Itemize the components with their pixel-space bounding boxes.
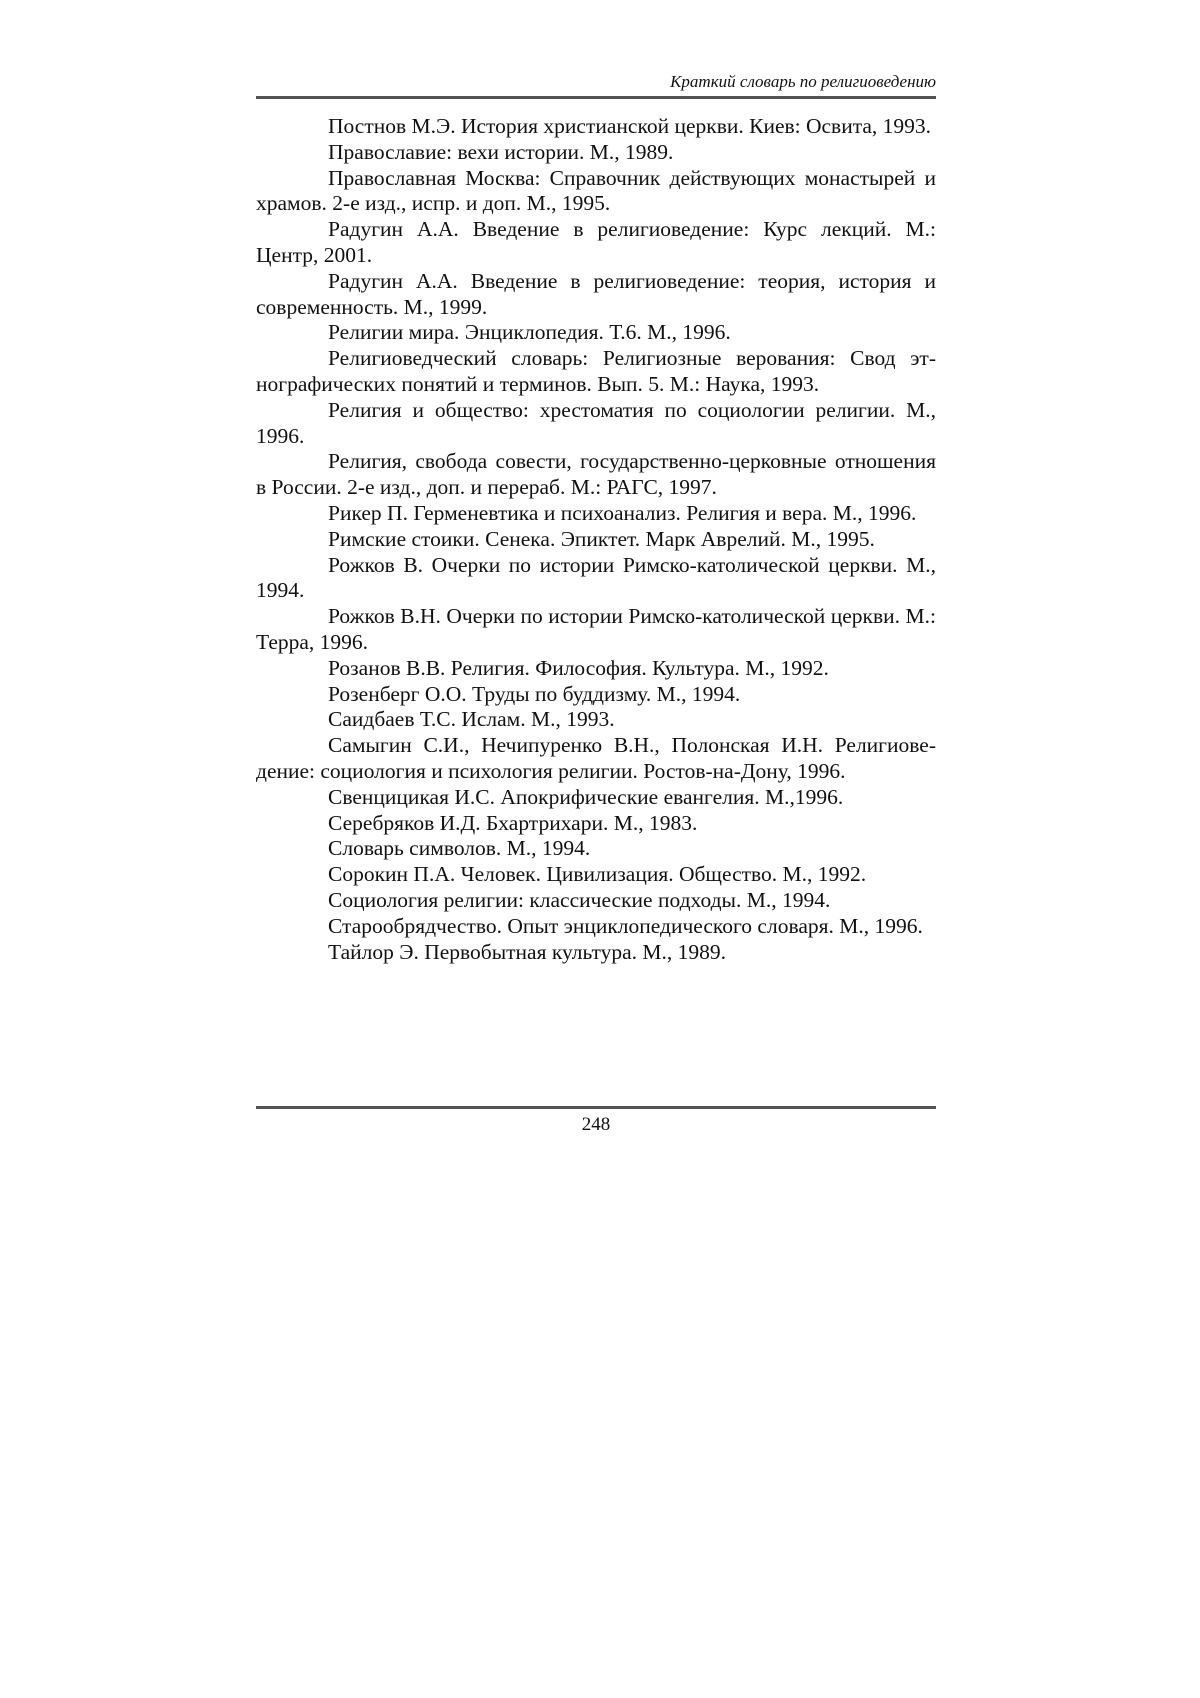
reference-entry: Свенцицикая И.С. Апокрифические евангелия. М.,1996. [328, 784, 844, 809]
reference-entry: Радугин А.А. Введение в религиоведение: теория, история и современность. М., 1999. [256, 268, 936, 319]
reference-entry: Словарь символов. М., 1994. [328, 836, 591, 861]
reference-entry: Сорокин П.А. Человек. Цивилизация. Общество. М., 1992. [328, 862, 867, 887]
reference-entry: Православие: вехи истории. М., 1989. [328, 139, 674, 164]
reference-entry: Постнов М.Э. История христианской церкви. Киев: Освита, 1993. [328, 114, 932, 138]
footer-rule [256, 1106, 936, 1109]
reference-list [256, 114, 936, 965]
reference-entry: Старообрядчество. Опыт энциклопедического словаря. М., 1996. [328, 913, 923, 938]
reference-entry: Религия, свобода совести, государственно-церковные отношения в России. 2-е изд., доп. и перераб. М.: РАГС, 1997. [256, 449, 936, 500]
reference-entry: Социология религии: классические подходы. М., 1994. [328, 887, 831, 912]
reference-entry: Розенберг О.О. Труды по буддизму. М., 1994. [328, 681, 741, 706]
reference-entry: Тайлор Э. Первобытная культура. М., 1989. [328, 939, 727, 964]
page-number: 248 [581, 1114, 611, 1135]
reference-entry: Рикер П. Герменевтика и психоанализ. Религия и вера. М., 1996. [328, 500, 917, 525]
reference-entry: Розанов В.В. Религия. Философия. Культура. М., 1992. [328, 655, 829, 680]
reference-entry: Рожков В.Н. Очерки по истории Римско-католической церкви. М.: Терра, 1996. [256, 604, 936, 654]
header-rule [256, 96, 936, 99]
reference-entry: Религиоведческий словарь: Религиозные верования: Свод этнографических понятий и терминов. Вып. 5. М.: Наука, 1993. [256, 346, 936, 396]
running-header: Краткий словарь по религиоведению [670, 72, 936, 91]
reference-entry: Самыгин С.И., Нечипуренко В.Н., Полонская И.Н. Религиоведение: социология и психология религии. Ростов-на-Дону, 1996. [256, 733, 936, 783]
reference-entry: Серебряков И.Д. Бхартрихари. М., 1983. [328, 810, 698, 835]
reference-entry: Саидбаев Т.С. Ислам. М., 1993. [328, 707, 615, 732]
reference-entry: Рожков В. Очерки по истории Римско-католической церкви. М., 1994. [256, 552, 936, 603]
reference-entry: Религия и общество: хрестоматия по социологии религии. М., 1996. [256, 397, 936, 448]
reference-entry: Православная Москва: Справочник действующих монастырей и храмов. 2-е изд., испр. и доп. М., 1995. [256, 165, 936, 216]
reference-entry: Религии мира. Энциклопедия. Т.6. М., 1996. [328, 320, 731, 345]
reference-entry: Римские стоики. Сенека. Эпиктет. Марк Аврелий. М., 1995. [328, 526, 875, 551]
reference-entry: Радугин А.А. Введение в религиоведение: Курс лекций. М.: Центр, 2001. [256, 217, 936, 267]
